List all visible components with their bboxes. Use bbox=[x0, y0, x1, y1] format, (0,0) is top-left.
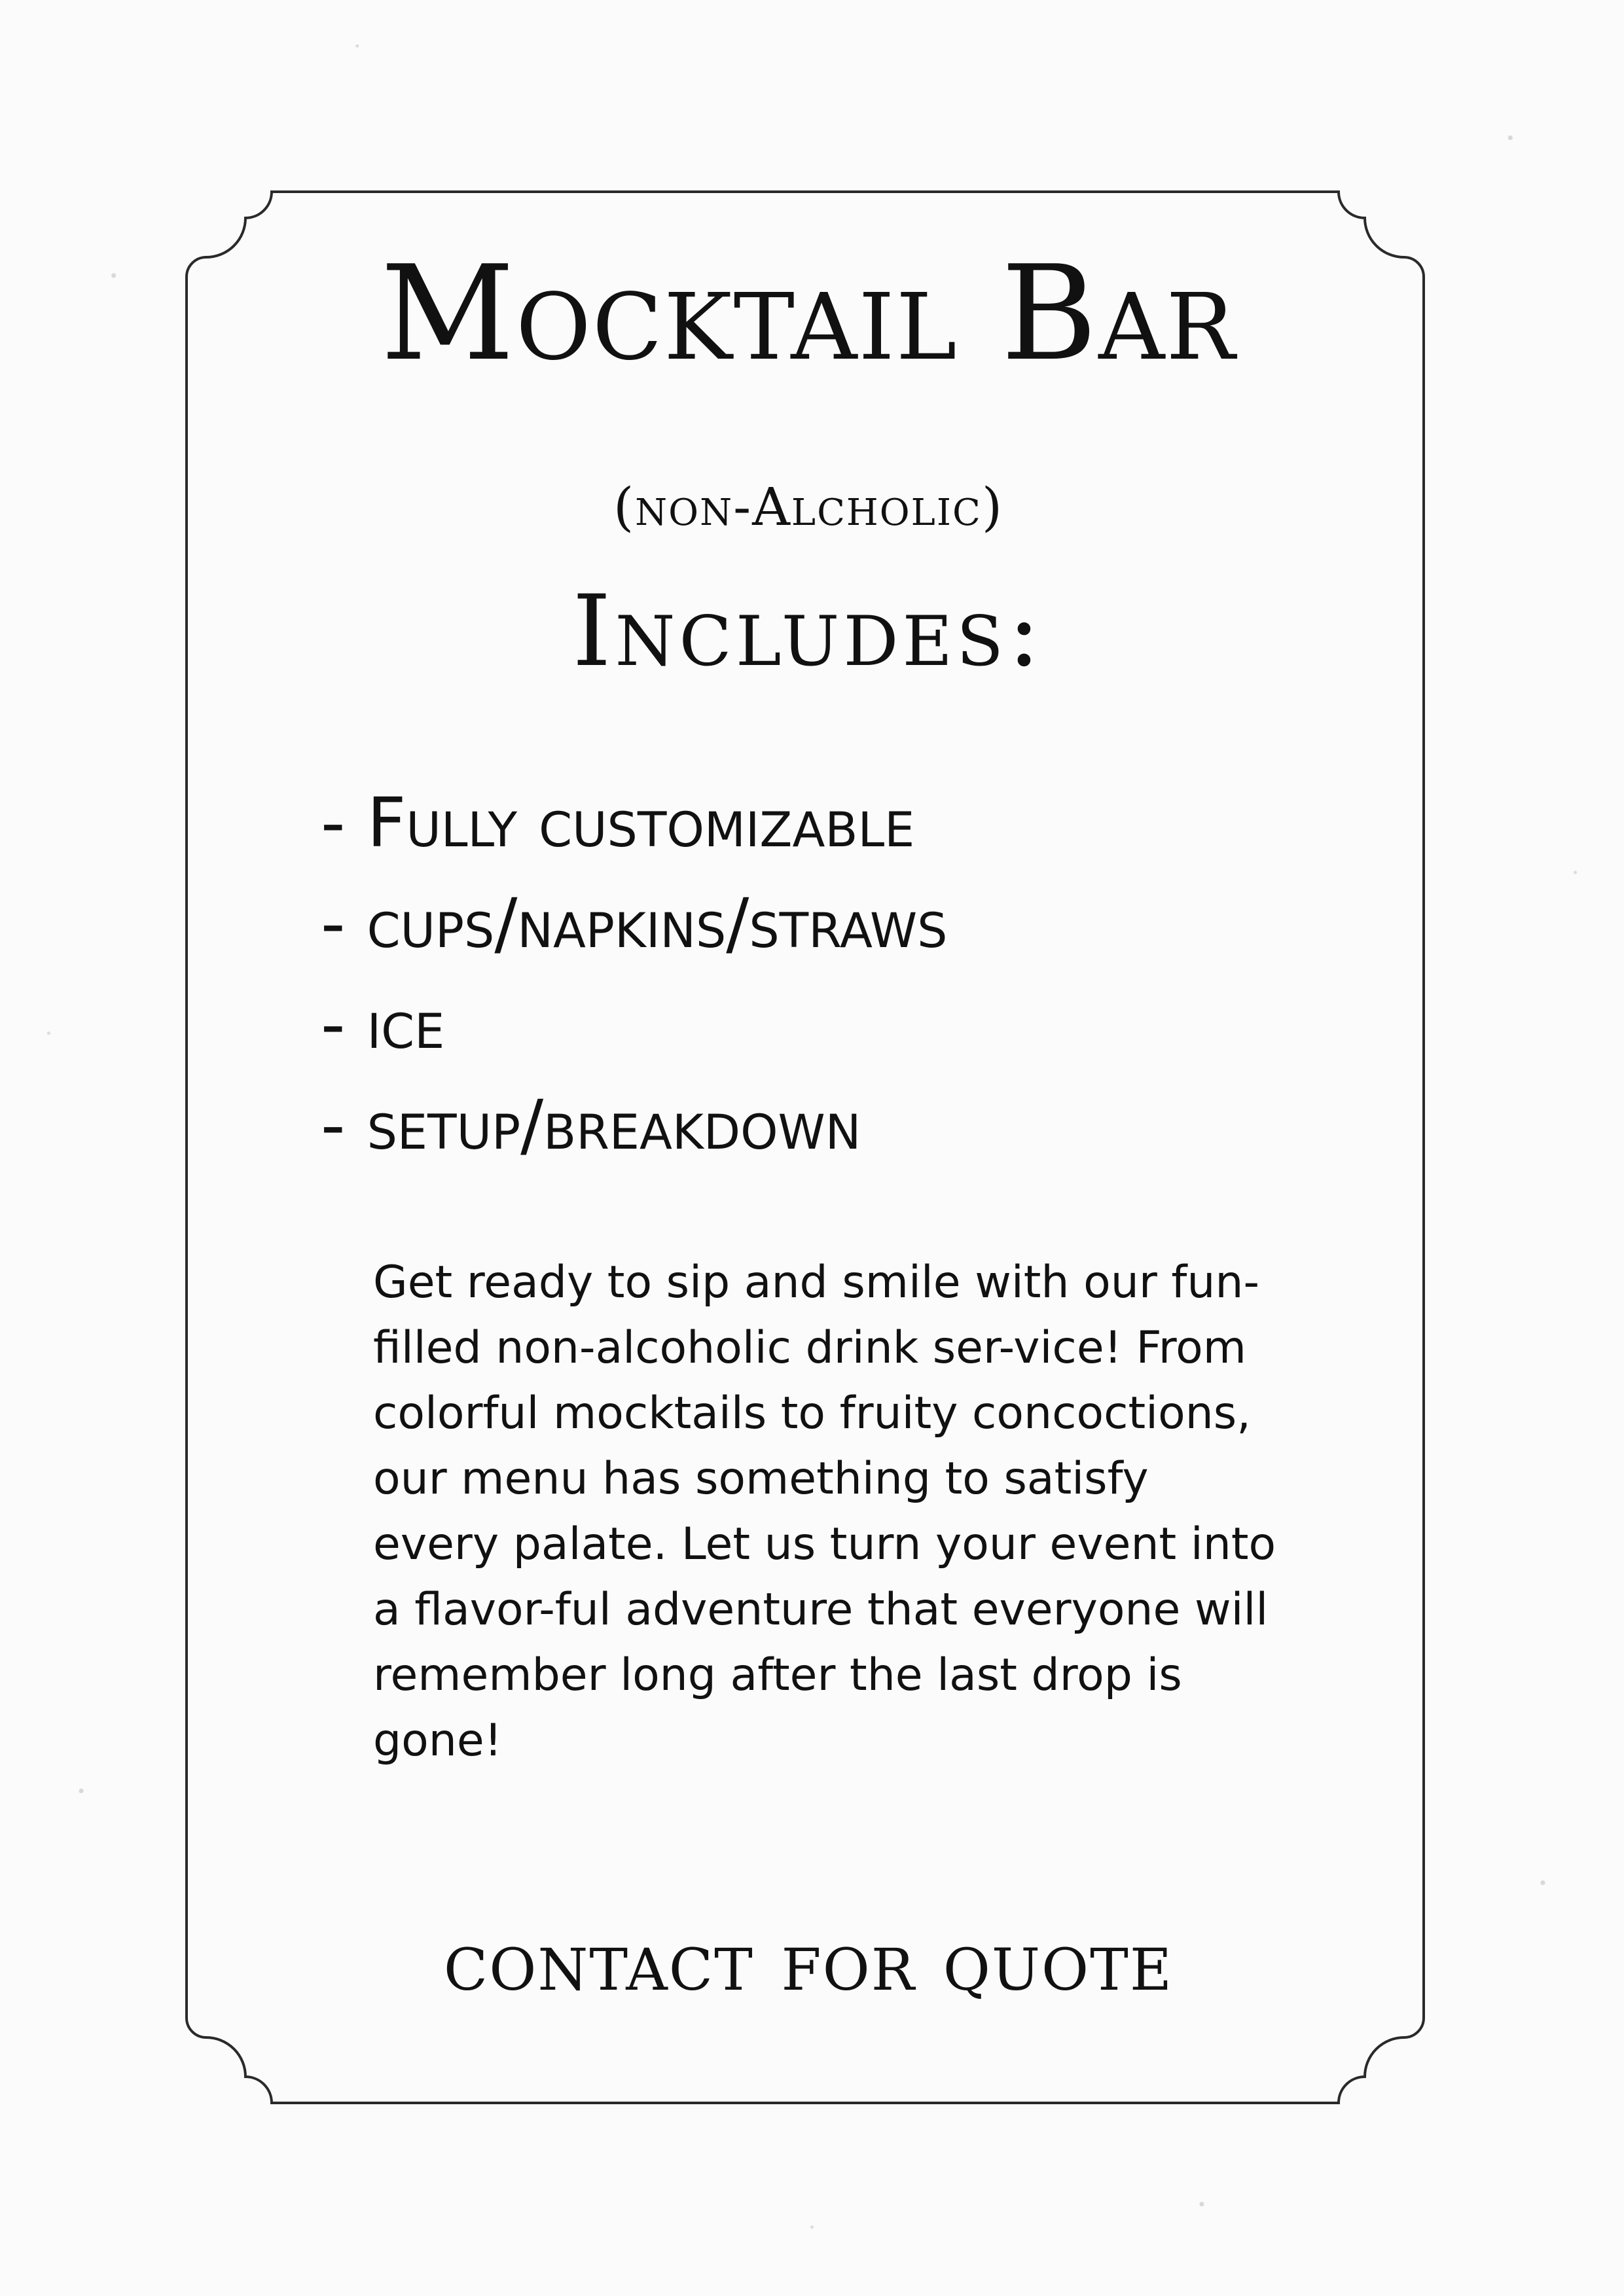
page-title: Mocktail Bar bbox=[380, 238, 1236, 390]
list-item: - setup/breakdown bbox=[321, 1085, 861, 1165]
list-item: - ice bbox=[321, 984, 445, 1064]
call-to-action: contact for quote bbox=[443, 1914, 1174, 2009]
list-item: - cups/napkins/straws bbox=[321, 884, 948, 963]
subtitle: (non-Alcholic) bbox=[613, 476, 1004, 537]
list-item: - Fully customizable bbox=[321, 783, 915, 863]
includes-heading: Includes: bbox=[572, 575, 1045, 689]
description-paragraph: Get ready to sip and smile with our fun-filled non-alcoholic drink ser-vice! From colorful mocktails to fruity concoctions, our menu has something to satisfy every palate. Let us turn your event into a flavor-ful adventure that everyone will remember long after the last drop is gone! bbox=[373, 1257, 1276, 1767]
includes-list bbox=[321, 772, 948, 1175]
